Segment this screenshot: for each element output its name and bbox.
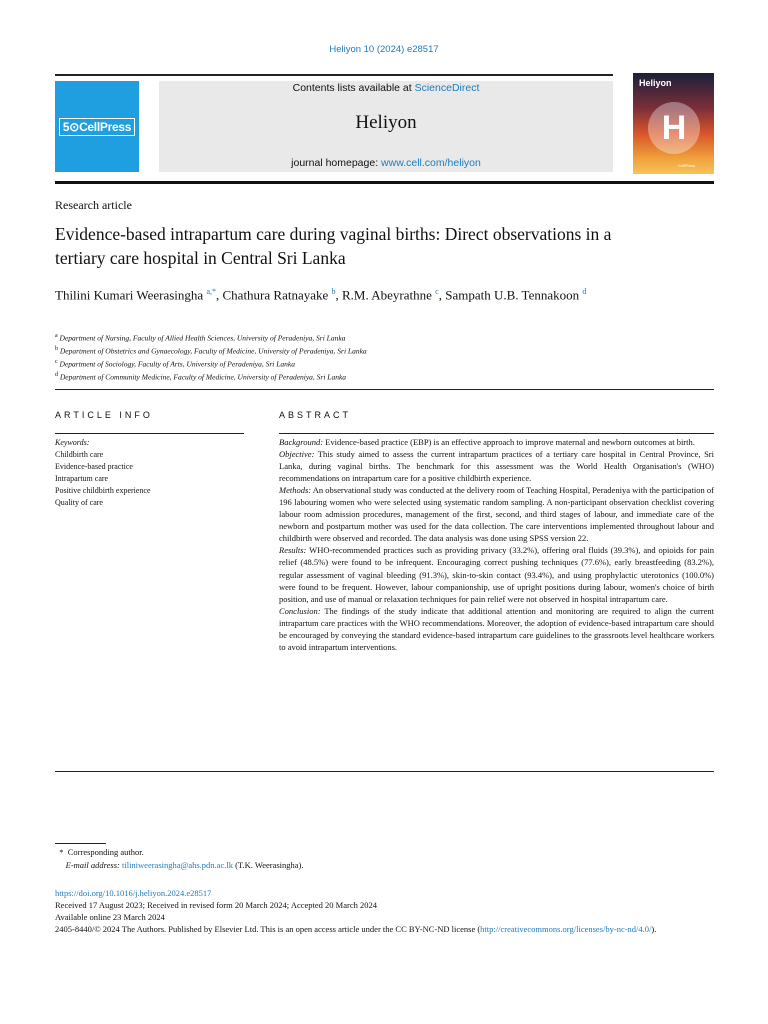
keyword-item: Evidence-based practice [55,462,133,471]
email-suffix: (T.K. Weerasingha). [232,860,304,870]
author-name[interactable]: Sampath U.B. Tennakoon [445,287,580,303]
homepage-line [159,157,613,169]
affiliation-text: Department of Sociology, Faculty of Arts, University of Peradeniya, Sri Lanka [59,359,295,369]
cover-title: Heliyon [639,78,672,88]
section-divider [55,389,714,390]
abstract-label: Objective: [279,449,315,460]
author-separator: , [216,287,223,303]
header-divider [55,181,714,184]
email-link[interactable]: tiliniweerasingha@ahs.pdn.ac.lk [121,860,233,870]
keyword-item: Positive childbirth experience [55,486,151,495]
publication-info [55,887,714,935]
doi-link[interactable]: https://doi.org/10.1016/j.heliyon.2024.e28517 [55,888,212,898]
author-list [55,283,655,304]
author-affiliation-link[interactable]: b [331,287,336,296]
affiliation-item [55,331,675,344]
abstract-end-divider [55,771,714,772]
keyword-item: Intrapartum care [55,474,109,483]
abstract-text: The findings of the study indicate that additional attention and monitoring are required to align the current intrapartum care practices with the WHO recommendations. Moreover, the adoption of evidence-based intrapartum care should be encouraged by conveying the standard evidence-based intrapartum care guidelines to the grassroots level healthcare workers to avoid intrapartum interventions. [279,605,714,652]
affiliation-item [55,357,675,370]
author-affiliation-link[interactable]: a,* [206,287,216,296]
sciencedirect-link[interactable]: ScienceDirect [414,82,480,94]
abstract-label: Methods: [279,485,312,496]
email-note [55,859,655,872]
author-name[interactable]: Chathura Ratnayake [222,287,329,303]
contents-prefix: Contents lists available at [292,82,415,94]
affiliation-list [55,331,675,383]
abstract-label: Background: [279,437,324,447]
abstract-text: Evidence-based practice (EBP) is an effective approach to improve maternal and newborn outcomes at birth. [325,437,695,447]
cellpress-logo-text: 5⊙CellPress [59,118,135,136]
abstract-heading: ABSTRACT [279,410,352,420]
affiliation-key: c [55,359,58,365]
abstract-conclusion [279,605,714,653]
available-online: Available online 23 March 2024 [55,912,165,922]
author-affiliation-link[interactable]: c [435,287,439,296]
article-title: Evidence-based intrapartum care during vaginal births: Direct observations in a tertiary care hospital in Central Sri Lanka [55,224,612,268]
license-prefix: 2405-8440/© 2024 The Authors. Published by Elsevier Ltd. This is an open access article under the CC BY-NC-ND license ( [55,924,481,934]
abstract-text: WHO-recommended practices such as providing privacy (33.2%), offering oral fluids (39.3%), and opioids for pain relief (48.5%) were found to be infrequent. Encouraging correct pushing techniques (77.6%), early breastfeeding (83.2%), regular assessment of vaginal bleeding (91.3%), skin-to-skin contact (93.4%), and using prophylactic uterotonics (100.0%) were found to be frequent. However, labour companionship, use of upright positions during labour, women's choice of birth position, and use of manual or relaxation techniques for pain relief were not observed in hospital intrapartum care. [279,545,714,604]
contents-line [159,82,613,94]
abstract-background [279,436,714,448]
author-affiliation-link[interactable]: d [582,287,587,296]
affiliation-text: Department of Nursing, Faculty of Allied Health Sciences, University of Peradeniya, Sri Lanka [59,333,346,343]
footnote-divider [55,843,106,844]
abstract-text: An observational study was conducted at the delivery room of Teaching Hospital, Peradeniya with the participation of 196 labouring women who were selected using systematic random sampling. A non-participant observation checklist covering labour room admission procedures, management of the first, second, and third stages of labour, and immediate care of the newborn and postpartum mother was used for the data collection. The care interventions implemented throughout labour and childbirth were observed and recorded. The data analysis was done using SPSS version 22. [279,485,715,544]
footnote-mark: * [59,847,64,857]
affiliation-key: a [55,333,58,339]
affiliation-key: b [55,346,58,352]
affiliation-item [55,344,675,357]
abstract-divider [279,433,714,434]
homepage-link[interactable]: www.cell.com/heliyon [381,157,481,169]
journal-title: Heliyon [355,112,417,133]
journal-reference[interactable]: Heliyon 10 (2024) e28517 [329,44,439,55]
top-divider [55,74,613,76]
abstract-body [279,436,714,653]
author-name[interactable]: R.M. Abeyrathne [342,287,432,303]
author-name[interactable]: Thilini Kumari Weerasingha [55,287,204,303]
affiliation-key: d [55,372,58,378]
license-link[interactable]: http://creativecommons.org/licenses/by-nc-nd/4.0/ [480,924,652,934]
cover-publisher: CellPress [678,163,696,168]
homepage-prefix: journal homepage: [291,157,382,169]
abstract-label: Conclusion: [279,605,321,616]
license-text [55,923,714,935]
affiliation-text: Department of Obstetrics and Gynaecology, Faculty of Medicine, University of Peradeniya, Sri Lanka [59,346,367,356]
abstract-text: This study aimed to assess the current intrapartum practices of a tertiary care hospital in Central Province, Sri Lanka, during vaginal births. The benchmark for this assessment was the World Health Organisation's (WHO) recommendations on intrapartum care for a positive childbirth experience. [279,449,714,484]
cellpress-logo[interactable] [55,81,139,172]
received-dates: Received 17 August 2023; Received in revised form 20 March 2024; Accepted 20 March 2024 [55,900,377,910]
affiliation-item [55,370,675,383]
footnote-text: Corresponding author. [67,847,144,857]
article-info-heading: ARTICLE INFO [55,410,153,420]
abstract-label: Results: [279,545,307,556]
abstract-results [279,544,714,604]
keywords-panel [55,437,244,509]
keyword-item: Childbirth care [55,450,104,459]
corresponding-author-note [55,846,655,859]
article-type: Research article [55,198,132,212]
author-separator: , [335,287,343,303]
affiliation-text: Department of Community Medicine, Faculty of Medicine, University of Peradeniya, Sri Lanka [59,372,347,382]
email-label: E-mail address: [65,860,120,870]
abstract-methods [279,484,714,544]
abstract-objective [279,448,714,484]
cover-h-icon: H [648,102,700,154]
article-info-divider [55,433,244,434]
author-separator: , [438,287,446,303]
footnotes [55,846,655,872]
keywords-label: Keywords: [55,438,90,447]
license-suffix: ). [651,924,657,934]
keyword-item: Quality of care [55,498,103,507]
